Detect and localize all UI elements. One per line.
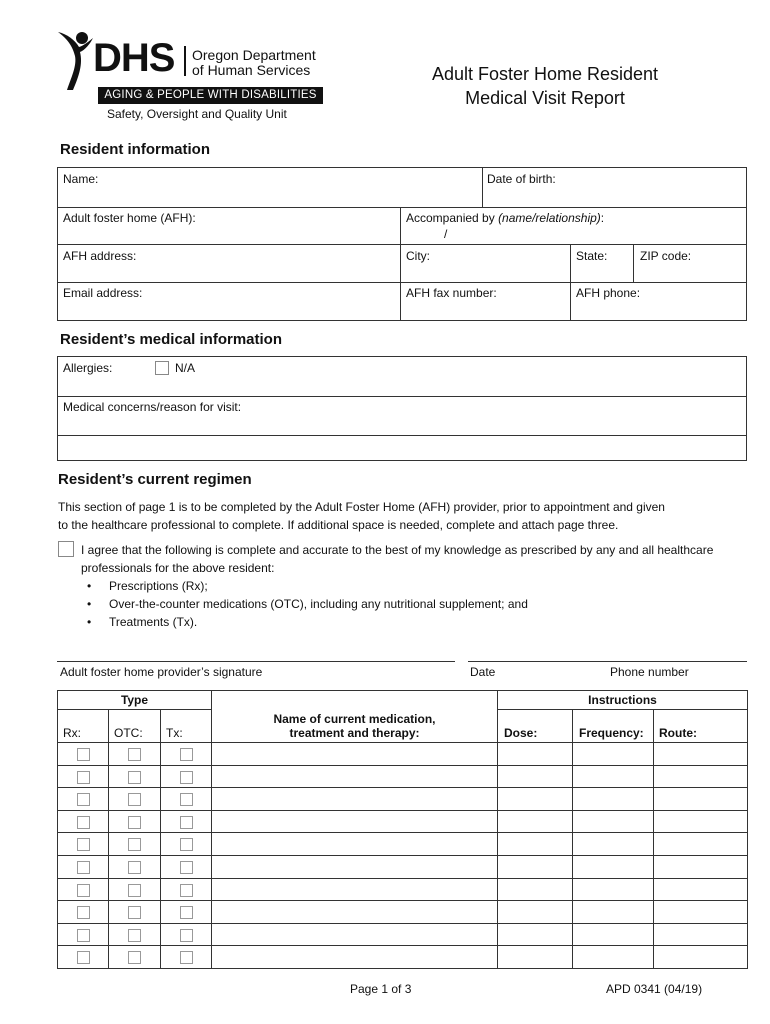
tx-cell [161, 743, 212, 766]
route-cell[interactable] [654, 901, 748, 924]
rx-cell [58, 788, 109, 811]
route-cell[interactable] [654, 923, 748, 946]
route-header: Route: [654, 710, 748, 743]
tx-cell [161, 923, 212, 946]
rx-checkbox[interactable] [77, 861, 90, 874]
agree-line1: I agree that the following is complete and accurate to the best of my knowledge as prescribed by any and all healthcare [81, 543, 714, 557]
table-row [58, 901, 748, 924]
regimen-list [81, 577, 751, 631]
tx-cell [161, 855, 212, 878]
otc-checkbox[interactable] [128, 951, 141, 964]
otc-cell [109, 765, 161, 788]
otc-checkbox[interactable] [128, 816, 141, 829]
dose-cell[interactable] [498, 946, 573, 969]
otc-checkbox[interactable] [128, 906, 141, 919]
table-row [58, 946, 748, 969]
tx-checkbox[interactable] [180, 838, 193, 851]
rx-checkbox[interactable] [77, 816, 90, 829]
tx-cell [161, 810, 212, 833]
rx-cell [58, 901, 109, 924]
concerns-field[interactable] [58, 396, 746, 460]
medication-table [57, 690, 748, 969]
otc-cell [109, 946, 161, 969]
frequency-header: Frequency: [573, 710, 654, 743]
name-cell[interactable] [212, 833, 498, 856]
table-row [58, 788, 748, 811]
rx-checkbox[interactable] [77, 771, 90, 784]
aging-bar: AGING & PEOPLE WITH DISABILITIES [98, 87, 323, 104]
tx-cell [161, 901, 212, 924]
title-line2: Medical Visit Report [465, 88, 625, 108]
otc-checkbox[interactable] [128, 748, 141, 761]
table-row [58, 765, 748, 788]
type-header: Type [58, 691, 212, 710]
otc-cell [109, 901, 161, 924]
allergies-na-checkbox[interactable] [155, 361, 169, 375]
tx-checkbox[interactable] [180, 906, 193, 919]
agree-line2: professionals for the above resident: [81, 561, 275, 575]
name-cell[interactable] [212, 788, 498, 811]
email-label: Email address: [63, 286, 143, 300]
logo-divider [184, 46, 186, 76]
address-label: AFH address: [63, 249, 137, 263]
name-label: Name: [63, 172, 99, 186]
tx-cell [161, 788, 212, 811]
unit-name: Safety, Oversight and Quality Unit [107, 107, 287, 121]
form-title [400, 62, 690, 110]
agency-name [192, 48, 316, 78]
dose-cell[interactable] [498, 923, 573, 946]
name-cell[interactable] [212, 901, 498, 924]
otc-checkbox[interactable] [128, 861, 141, 874]
dose-cell[interactable] [498, 833, 573, 856]
dose-cell[interactable] [498, 855, 573, 878]
tx-cell [161, 946, 212, 969]
resident-info-heading: Resident information [60, 141, 211, 158]
tx-checkbox[interactable] [180, 771, 193, 784]
list-item: • Prescriptions (Rx); [81, 577, 751, 595]
tx-checkbox[interactable] [180, 816, 193, 829]
table-row [58, 743, 748, 766]
tx-cell [161, 833, 212, 856]
rx-checkbox[interactable] [77, 838, 90, 851]
route-cell[interactable] [654, 765, 748, 788]
dose-cell[interactable] [498, 765, 573, 788]
tx-checkbox[interactable] [180, 951, 193, 964]
rx-cell [58, 923, 109, 946]
frequency-cell[interactable] [573, 743, 654, 766]
intro-line2: to the healthcare professional to complete. If additional space is needed, complete and attach page three. [58, 518, 619, 532]
otc-header: OTC: [109, 710, 161, 743]
dose-cell[interactable] [498, 788, 573, 811]
regimen-heading: Resident’s current regimen [58, 471, 252, 488]
otc-cell [109, 878, 161, 901]
frequency-cell[interactable] [573, 788, 654, 811]
name-cell[interactable] [212, 743, 498, 766]
route-cell[interactable] [654, 855, 748, 878]
state-label: State: [576, 249, 608, 263]
dob-label: Date of birth: [487, 172, 556, 186]
route-cell[interactable] [654, 788, 748, 811]
name-cell[interactable] [212, 765, 498, 788]
table-row [58, 833, 748, 856]
state-field[interactable] [570, 244, 633, 282]
email-field[interactable] [58, 282, 400, 321]
frequency-cell[interactable] [573, 923, 654, 946]
otc-checkbox[interactable] [128, 771, 141, 784]
frequency-cell[interactable] [573, 878, 654, 901]
concerns-label: Medical concerns/reason for visit: [63, 400, 242, 414]
name-cell[interactable] [212, 923, 498, 946]
frequency-cell[interactable] [573, 765, 654, 788]
tx-cell [161, 878, 212, 901]
agree-checkbox[interactable] [58, 541, 74, 557]
rx-checkbox[interactable] [77, 929, 90, 942]
intro-line1: This section of page 1 is to be completed by the Adult Foster Home (AFH) provider, prior to appointment and given [58, 500, 665, 514]
fax-label: AFH fax number: [406, 286, 497, 300]
route-cell[interactable] [654, 878, 748, 901]
rx-header: Rx: [58, 710, 109, 743]
list-item: • Over-the-counter medications (OTC), including any nutritional supplement; and [81, 595, 751, 613]
dose-cell[interactable] [498, 743, 573, 766]
agency-line1: Oregon Department [192, 47, 316, 63]
agency-line2: of Human Services [192, 62, 311, 78]
otc-checkbox[interactable] [128, 793, 141, 806]
dose-cell[interactable] [498, 810, 573, 833]
agree-text [81, 541, 751, 631]
otc-cell [109, 855, 161, 878]
otc-cell [109, 833, 161, 856]
rx-checkbox[interactable] [77, 793, 90, 806]
page-number: Page 1 of 3 [350, 982, 412, 996]
afh-field[interactable] [58, 207, 400, 244]
route-cell[interactable] [654, 833, 748, 856]
table-row [58, 810, 748, 833]
afh-label: Adult foster home (AFH): [63, 211, 196, 225]
dose-header: Dose: [498, 710, 573, 743]
tx-checkbox[interactable] [180, 748, 193, 761]
accompanied-label: Accompanied by (name/relationship): [406, 211, 605, 225]
otc-checkbox[interactable] [128, 884, 141, 897]
tx-checkbox[interactable] [180, 793, 193, 806]
name-field[interactable] [58, 168, 482, 207]
table-row [58, 923, 748, 946]
rx-cell [58, 855, 109, 878]
medical-info-heading: Resident’s medical information [60, 331, 282, 348]
signature-label: Adult foster home provider’s signature [60, 665, 263, 679]
rx-cell [58, 878, 109, 901]
name-header: Name of current medication, treatment and therapy: [212, 691, 498, 743]
dose-cell[interactable] [498, 878, 573, 901]
na-label: N/A [175, 361, 196, 375]
accompanied-field[interactable] [400, 207, 746, 244]
rx-cell [58, 833, 109, 856]
frequency-cell[interactable] [573, 833, 654, 856]
tx-header: Tx: [161, 710, 212, 743]
phone-field[interactable] [570, 282, 746, 321]
dhs-abbr: DHS [93, 36, 175, 80]
phone-number-label: Phone number [610, 665, 689, 679]
title-line1: Adult Foster Home Resident [431, 64, 659, 84]
otc-checkbox[interactable] [128, 838, 141, 851]
dhs-figure-icon [55, 30, 95, 92]
tx-checkbox[interactable] [180, 861, 193, 874]
rx-cell [58, 765, 109, 788]
date-label: Date [470, 665, 496, 679]
regimen-intro [58, 498, 748, 534]
resident-info-box [57, 167, 747, 321]
rx-cell [58, 743, 109, 766]
address-field[interactable] [58, 244, 400, 282]
city-field[interactable] [400, 244, 570, 282]
signature-field[interactable] [57, 630, 455, 662]
rx-checkbox[interactable] [77, 951, 90, 964]
route-cell[interactable] [654, 743, 748, 766]
tx-cell [161, 765, 212, 788]
frequency-cell[interactable] [573, 810, 654, 833]
fax-field[interactable] [400, 282, 570, 321]
city-label: City: [406, 249, 430, 263]
route-cell[interactable] [654, 946, 748, 969]
instructions-header: Instructions [498, 691, 748, 710]
frequency-cell[interactable] [573, 901, 654, 924]
form-id: APD 0341 (04/19) [606, 982, 703, 996]
list-item: • Treatments (Tx). [81, 613, 751, 631]
table-row [58, 878, 748, 901]
otc-checkbox[interactable] [128, 929, 141, 942]
rx-cell [58, 810, 109, 833]
name-cell[interactable] [212, 946, 498, 969]
otc-cell [109, 810, 161, 833]
name-cell[interactable] [212, 878, 498, 901]
tx-checkbox[interactable] [180, 884, 193, 897]
zip-field[interactable] [633, 244, 746, 282]
table-row [58, 855, 748, 878]
medical-info-box [57, 356, 747, 461]
otc-cell [109, 743, 161, 766]
otc-cell [109, 923, 161, 946]
rx-checkbox[interactable] [77, 906, 90, 919]
dob-field[interactable] [482, 168, 746, 207]
otc-cell [109, 788, 161, 811]
name-cell[interactable] [212, 855, 498, 878]
rx-cell [58, 946, 109, 969]
zip-label: ZIP code: [640, 249, 692, 263]
rx-checkbox[interactable] [77, 748, 90, 761]
tx-checkbox[interactable] [180, 929, 193, 942]
route-cell[interactable] [654, 810, 748, 833]
rx-checkbox[interactable] [77, 884, 90, 897]
phone-label: AFH phone: [576, 286, 641, 300]
dose-cell[interactable] [498, 901, 573, 924]
allergies-label: Allergies: [63, 361, 113, 375]
name-cell[interactable] [212, 810, 498, 833]
frequency-cell[interactable] [573, 855, 654, 878]
accompanied-slash: / [444, 227, 448, 241]
date-phone-field[interactable] [468, 630, 747, 662]
dhs-logo [55, 30, 345, 125]
frequency-cell[interactable] [573, 946, 654, 969]
